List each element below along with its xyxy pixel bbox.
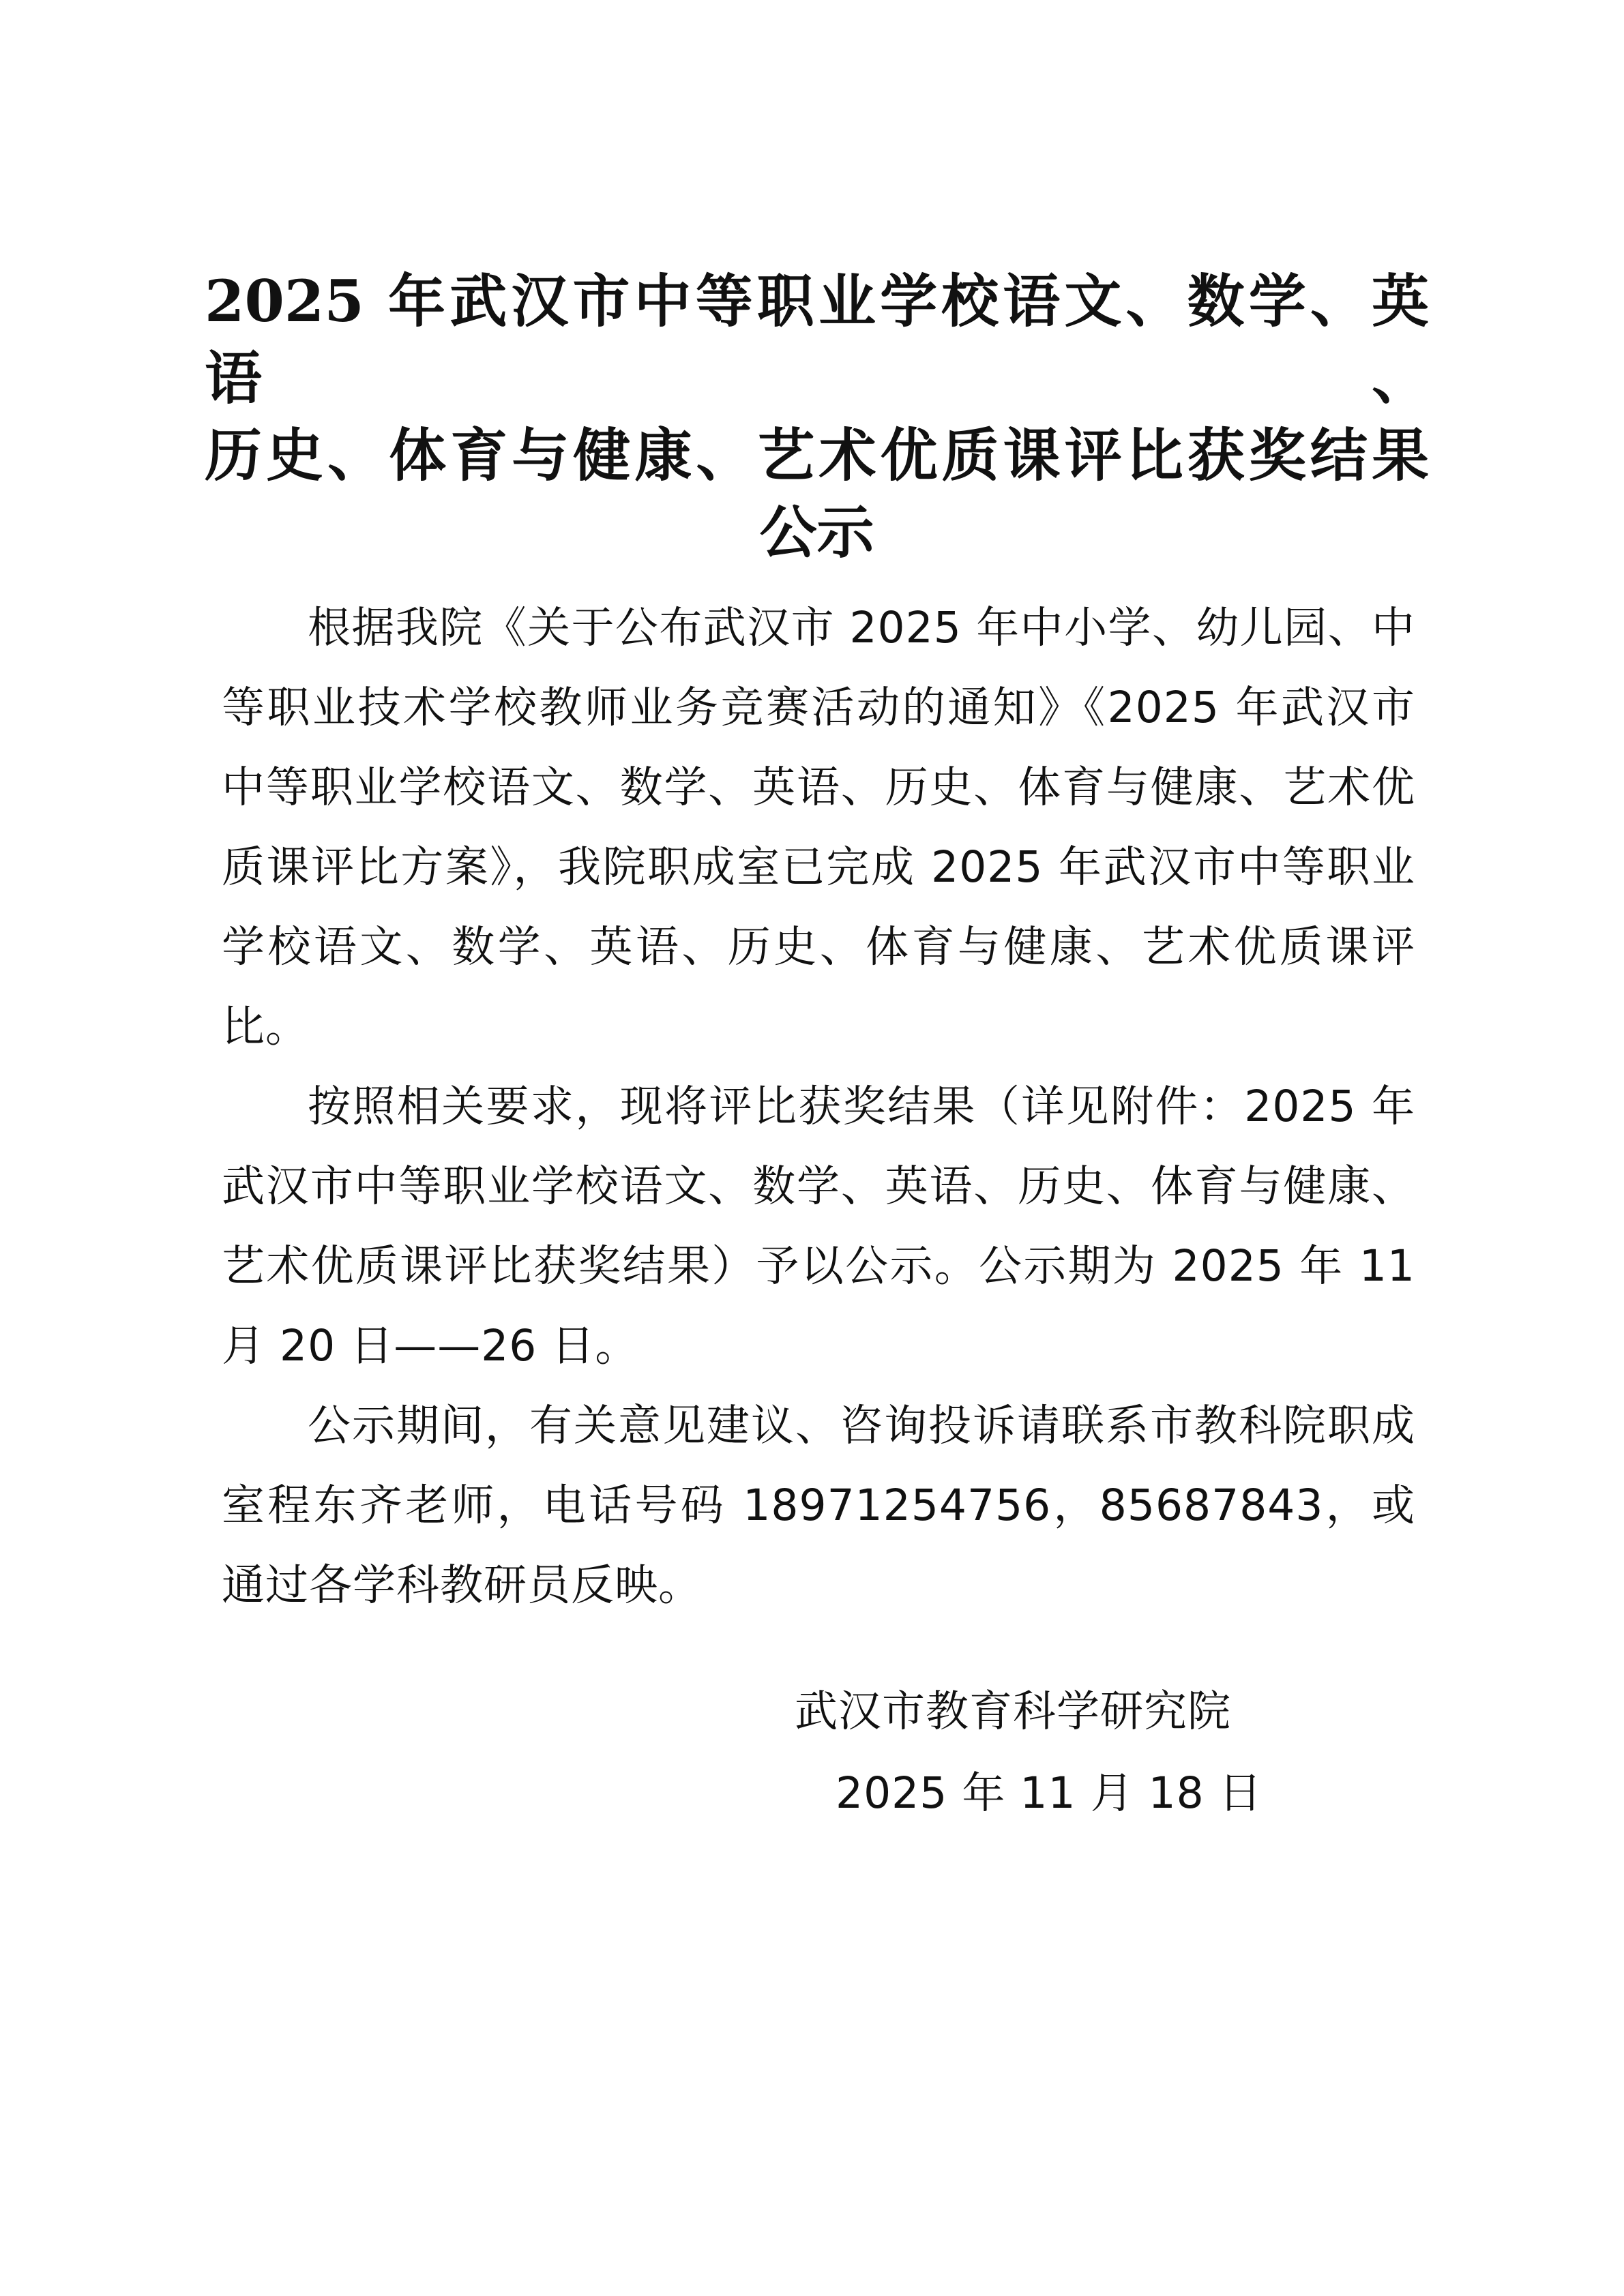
title-line-3: 公示 [759, 498, 874, 566]
paragraph-basis: 根据我院《关于公布武汉市 2025 年中小学、幼儿园、中等职业技术学校教师业务竞赛活动的通知》《2025 年武汉市中等职业学校语文、数学、英语、历史、体育与健康、艺术优质课评比方案》，我院职成室已完成 2025 年武汉市中等职业学校语文、数学、英语、历史、体育与健康、艺术优质课评比。 [222, 603, 1415, 1052]
title-line-2: 历史、体育与健康、艺术优质课评比获奖结果 [205, 421, 1429, 489]
document-title [205, 263, 1429, 571]
signature-date: 2025 年 11 月 18 日 [836, 1768, 1263, 1818]
title-line-1: 2025 年武汉市中等职业学校语文、数学、英语、 [205, 267, 1429, 412]
document-body [222, 588, 1415, 1625]
paragraph-publicity: 按照相关要求，现将评比获奖结果（详见附件：2025 年武汉市中等职业学校语文、数学、英语、历史、体育与健康、艺术优质课评比获奖结果）予以公示。公示期为 2025 年 11 月 20 日——26 日。 [222, 1082, 1415, 1371]
signature-organization: 武汉市教育科学研究院 [795, 1686, 1231, 1736]
paragraph-contact: 公示期间，有关意见建议、咨询投诉请联系市教科院职成室程东齐老师，电话号码 18971254756，85687843，或通过各学科教研员反映。 [222, 1401, 1415, 1610]
